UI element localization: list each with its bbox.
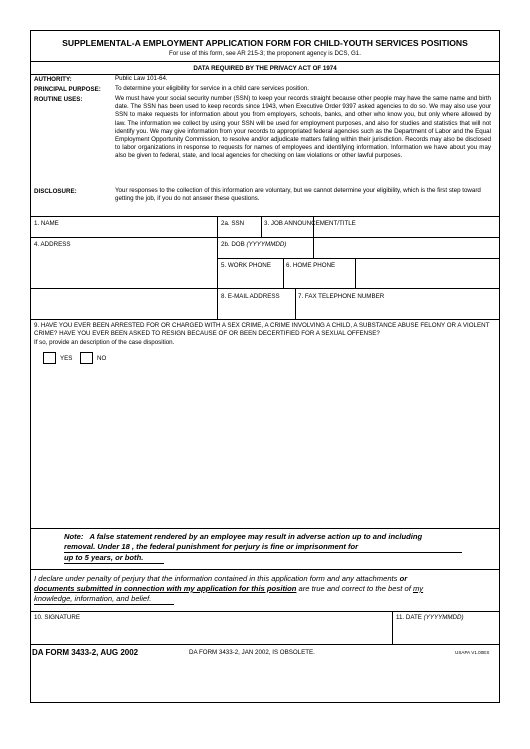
declaration-text-1a: I declare under penalty of perjury that the information contained in this application form and any attachments [34,574,398,583]
authority-text: Public Law 101-64. [115,75,168,82]
no-label: NO [97,355,107,362]
divider [30,288,500,289]
date-format: (YYYYMMDD) [423,614,464,621]
yes-label: YES [60,355,73,362]
divider [30,611,500,612]
purpose-text: To determine your eligibility for service in a child care services position. [115,85,309,92]
obsolete-notice: DA FORM 3433-2, JAN 2002, IS OBSOLETE. [189,649,315,656]
divider [30,61,500,62]
disclosure-label: DISCLOSURE: [34,188,77,195]
note-line-1 [64,532,422,542]
privacy-heading: DATA REQUIRED BY THE PRIVACY ACT OF 1974 [193,65,337,72]
dob-format: (YYYYMMDD) [246,241,287,248]
note-line-3: up to 5 years, or both. [64,553,144,562]
declaration-underline [34,604,174,605]
disclosure-text: Your responses to the collection of this information are voluntary, but we cannot determine your eligibility, which is the first step toward getting the job, if you do not answer these questions. [115,187,481,203]
declaration-text-2c: my [412,584,424,593]
note-underline [64,563,164,564]
declaration-line-2 [34,584,423,594]
divider [30,644,500,645]
yes-checkbox[interactable] [43,352,56,364]
purpose-label: PRINCIPAL PURPOSE: [34,86,101,93]
question-9-text: 9. HAVE YOU EVER BEEN ARRESTED FOR OR CHARGED WITH A SEX CRIME, A CRIME INVOLVING A CHILD, A SUBSTANCE ABUSE FELONY OR A VIOLENT CRIME? HAVE YOU EVER BEEN ASKED TO RESIGN BECAUSE OF OR BEEN DECERTIFIED FOR A SEXUAL OFFENSE? [34,322,490,338]
note-lead: Note: [64,532,84,541]
form-id: DA FORM 3433-2, AUG 2002 [32,648,139,657]
no-checkbox[interactable] [80,352,93,364]
routine-uses-label: ROUTINE USES: [34,96,83,103]
authority-label: AUTHORITY: [34,76,72,83]
ssn-field[interactable]: 2a. SSN [221,220,245,227]
declaration-text-2b: are true and correct to the best of [298,584,411,593]
note-line-2: removal. Under 18 , the federal punishment for perjury is fine or imprisonment for [64,542,359,551]
form-subtitle: For use of this form, see AR 215-3; the proponent agency is DCS, G1. [169,50,361,57]
address-field[interactable]: 4. ADDRESS [34,241,71,248]
routine-uses-text: We must have your social security number (SSN) to keep your records straight because other people may have the same name and birth date. The SSN has been used to keep records since 1943, when Executive Order 9397 asked agencies to do so. We may also use your SSN to make requests for information about you from employers, schools, banks, and other who know you, but only where allowed by law. The information we collect by using your SSN will be used for employment purposes, and also for studies and statistics that will not identify you. We may give information from your records to appropriated federal agencies such as the Department of Labor and the Equal Employment Opportunity Commission, to resolve and/or adjudicate matters falling within their jurisdiction. Records may also be disclosed to labor organizations in response to requests for names of employees and identifying information. Information we have about you may also be given to federal, state, and local agencies for checking on law violations or other lawful purposes. [115,95,491,160]
work-phone-field[interactable]: 5. WORK PHONE [221,262,271,269]
email-field[interactable]: 8. E-MAIL ADDRESS [221,293,280,300]
divider [261,216,262,237]
divider [392,611,393,644]
divider [30,237,500,238]
note-text-1: A false statement rendered by an employee may result in adverse action up to and including [89,532,423,541]
name-field[interactable]: 1. NAME [34,220,59,227]
version-tag: USAPA V1.00ES [455,650,490,655]
date-label: 11. DATE [396,614,422,621]
divider [30,528,500,529]
declaration-text-1b: or [399,574,408,583]
divider [30,216,500,217]
declaration-line-3: knowledge, information, and belief. [34,594,152,603]
case-disposition-area[interactable] [34,370,496,525]
divider [30,319,500,320]
divider [295,288,296,319]
signature-field[interactable]: 10. SIGNATURE [34,614,80,621]
home-phone-field[interactable]: 6. HOME PHONE [286,262,336,269]
dob-label: 2b. DOB [221,241,245,248]
form-title: SUPPLEMENTAL-A EMPLOYMENT APPLICATION FORM FOR CHILD-YOUTH SERVICES POSITIONS [62,38,468,48]
job-announcement-field[interactable]: 3. JOB ANNOUNCEMENT/TITLE [264,220,356,227]
fax-field[interactable]: 7. FAX TELEPHONE NUMBER [298,293,385,300]
question-9-instruction: If so, provide an description of the case disposition. [34,339,175,346]
declaration-text-2a: documents submitted in connection with my application for this position [34,584,297,593]
divider [217,216,218,319]
dob-field[interactable] [221,241,286,248]
divider [355,258,356,288]
divider [30,569,500,570]
divider [217,258,500,259]
divider [283,258,284,288]
declaration-line-1 [34,574,407,584]
date-field[interactable] [396,614,464,621]
